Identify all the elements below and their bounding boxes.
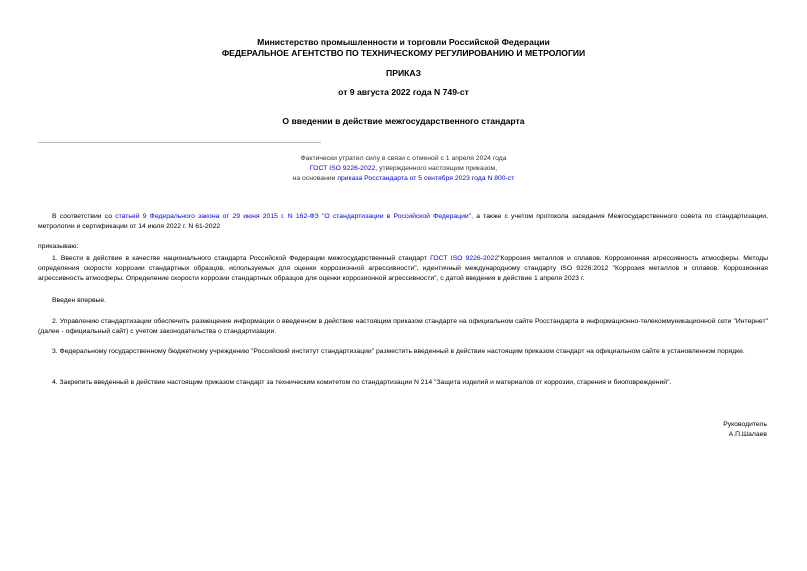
doc-date-number: от 9 августа 2022 года N 749-ст (338, 87, 469, 97)
gost-link[interactable]: ГОСТ ISO 9226-2022 (309, 165, 376, 172)
law-link[interactable]: статьей 9 Федерального закона от 29 июня 2015 г. N 162-ФЗ "О стандартизации в Российской Федерации" (115, 213, 472, 220)
item-1-text-end: "Коррозия металлов и сплавов. Коррозионная агрессивность атмосферы. Методы определения скорости коррозии стандартных образцов, используемых для оценки коррозионной агрессивности", идентичный международному стандарту ISO 9226:2012 "Коррозия металлов и сплавов. Коррозионная агрессивность атмосферы. Определение скорости коррозии стандартных образцов для оценки коррозионной агрессивности", с датой введения в действие 1 апреля 2023 г. (38, 255, 769, 282)
order-link[interactable]: приказа Росстандарта от 5 сентября 2023 года N 800-ст (337, 175, 515, 182)
status-note-text: , утвержденного настоящим приказом, (375, 165, 498, 172)
paragraph-item-2: 2. Управлению стандартизации обеспечить размещение информации о введенном в действие настоящим приказом стандарте на официальном сайте Росстандарта в информационно-телекоммуникационной сети "Интернет" (далее - официальный сайт) с учетом законодательства о стандартизации. (38, 318, 768, 335)
doc-type: ПРИКАЗ (386, 68, 421, 78)
signature-position: Руководитель (723, 421, 767, 428)
doc-title: О введении в действие межгосударственного стандарта (282, 116, 525, 126)
divider (38, 142, 321, 143)
paragraph-first-introduced: Введен впервые. (52, 297, 107, 304)
item-1-text: 1. Ввести в действие в качестве национального стандарта Российской Федерации межгосударственный стандарт (52, 255, 431, 262)
paragraph-item-1 (38, 254, 768, 284)
signature-name: А.П.Шалаев (728, 431, 767, 438)
paragraph-item-4: 4. Закрепить введенный в действие настоящим приказом стандарт за техническим комитетом по стандартизации N 214 "Защита изделий и материалов от коррозии, старения и биоповреждений". (52, 379, 672, 386)
ministry-name: Министерство промышленности и торговли Российской Федерации (257, 37, 550, 47)
status-note-line1: Фактически утратил силу в связи с отменой с 1 апреля 2024 года (300, 155, 507, 162)
status-note-prefix: на основании (292, 175, 338, 182)
status-note-line2 (0, 164, 807, 173)
standard-link[interactable]: ГОСТ ISO 9226-2022 (430, 255, 499, 262)
preamble-text-end: , а также с учетом протокола заседания Межгосударственного совета по стандартизации, метрологии и сертификации от 14 июля 2022 г. N 61-2022 (38, 213, 768, 230)
paragraph-preamble (38, 212, 768, 232)
paragraph-item-3: 3. Федеральному государственному бюджетному учреждению "Российский институт стандартизации" разместить введенный в действие настоящим приказом стандарт на официальном сайте в установленном порядке. (52, 348, 745, 355)
preamble-text: В соответствии со (52, 213, 116, 220)
paragraph-order: приказываю: (38, 243, 79, 250)
status-note-line3 (0, 174, 807, 183)
agency-name: ФЕДЕРАЛЬНОЕ АГЕНТСТВО ПО ТЕХНИЧЕСКОМУ РЕГУЛИРОВАНИЮ И МЕТРОЛОГИИ (221, 48, 586, 58)
